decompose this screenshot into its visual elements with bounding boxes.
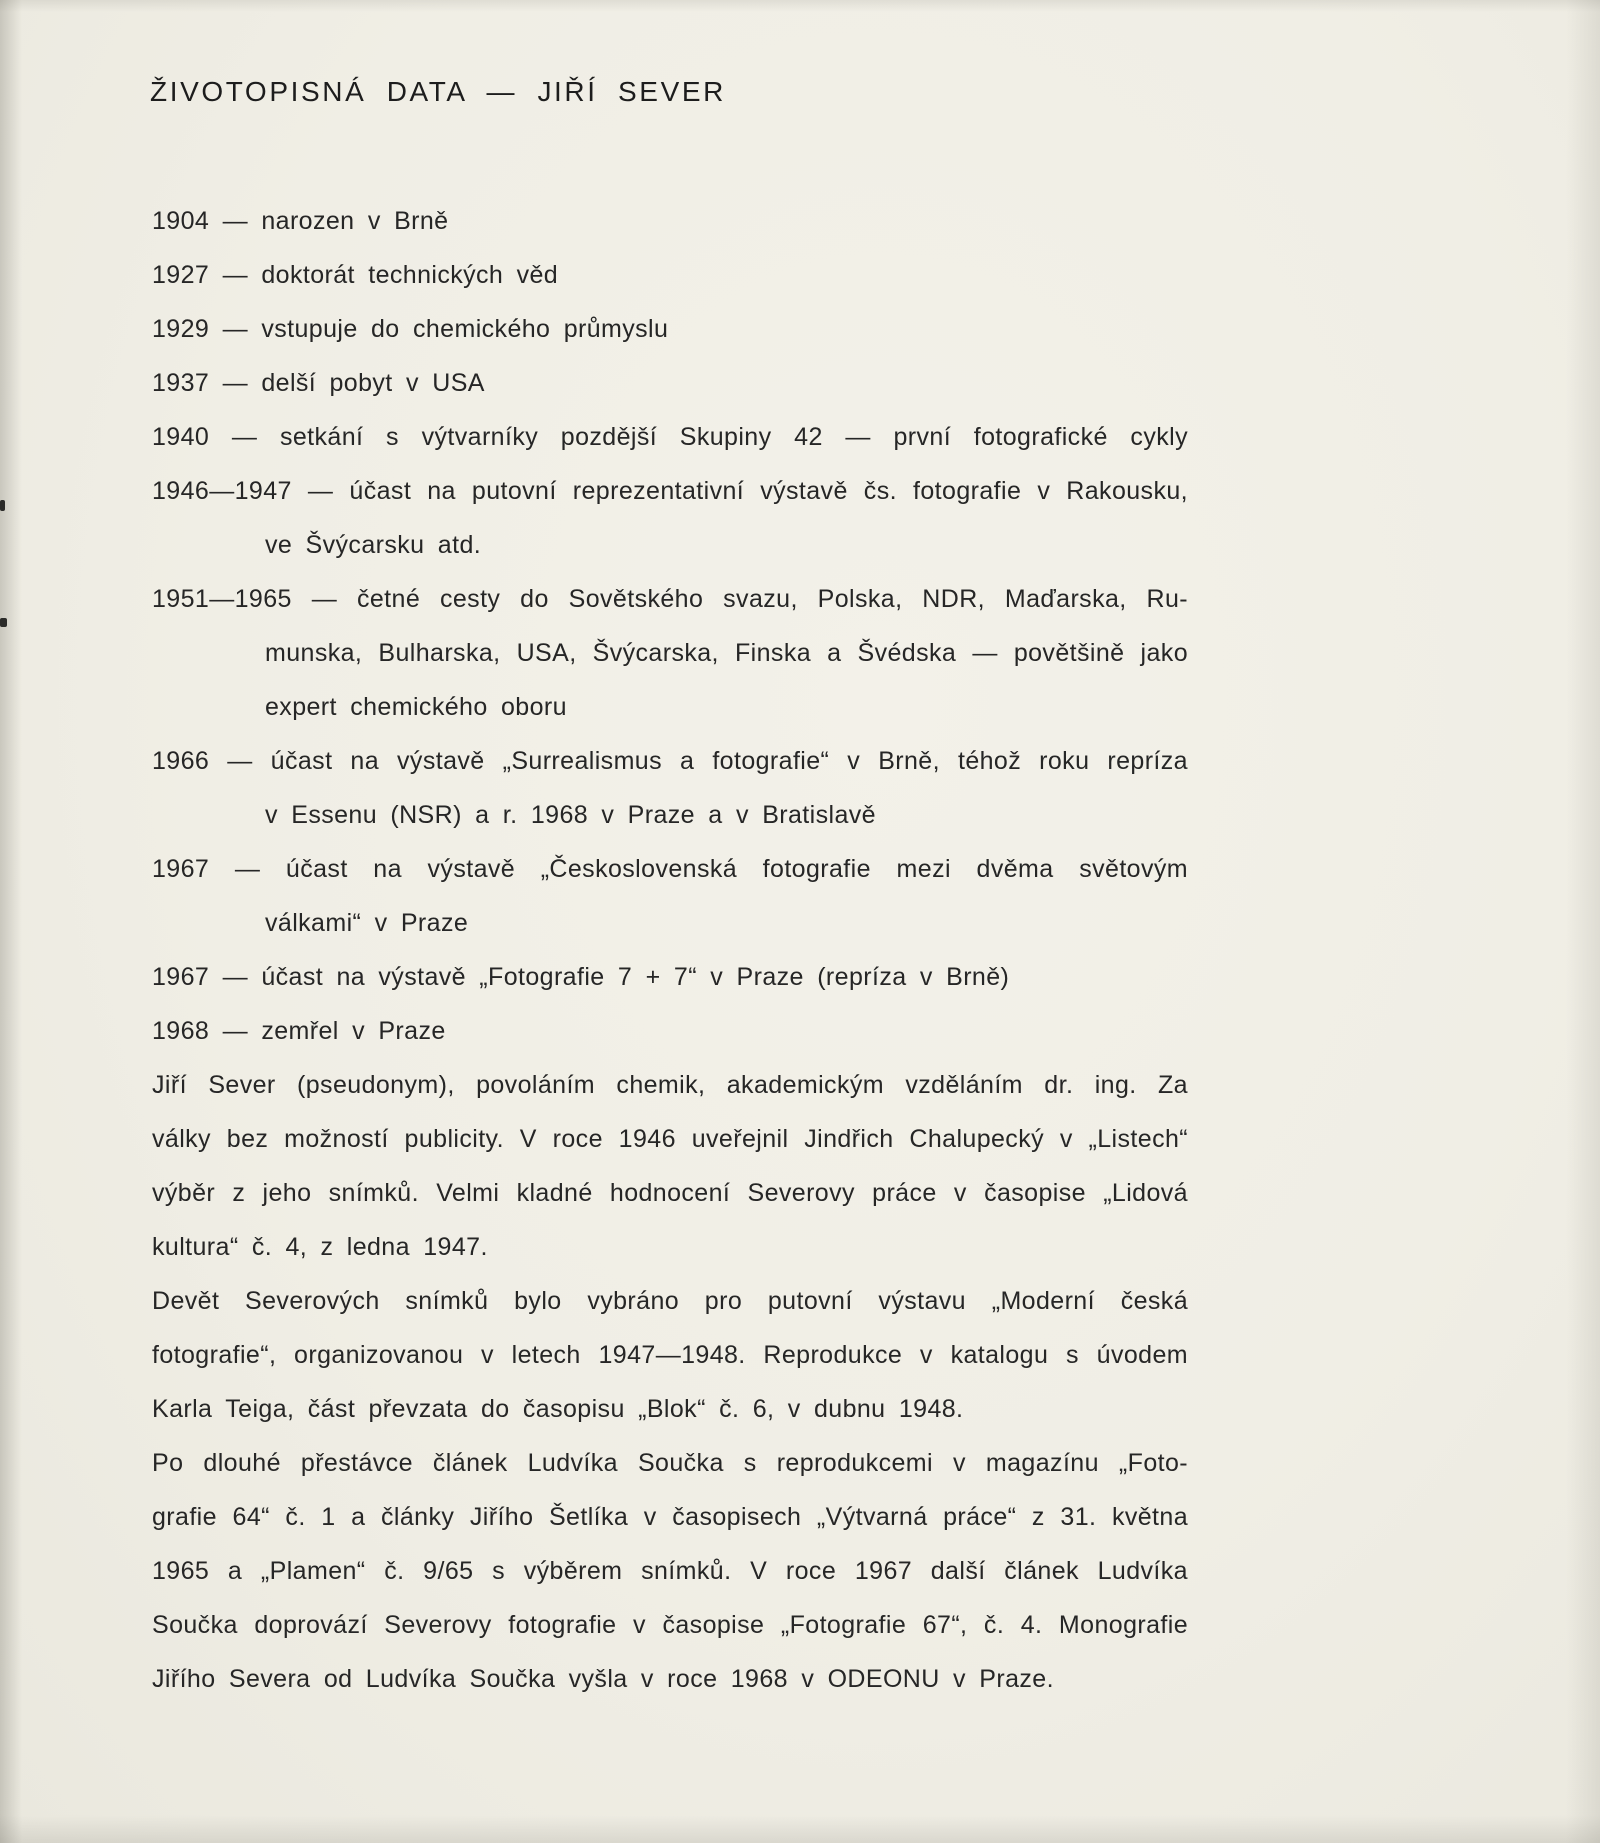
timeline-entry-continuation: válkami“ v Praze — [265, 909, 469, 937]
timeline-entry — [152, 572, 1188, 626]
entry-text: účast na putovní reprezentativní výstavě čs. fotografie v Rakousku, — [349, 477, 1188, 505]
entry-year: 1929 — [152, 315, 210, 343]
entry-year: 1951—1965 — [152, 585, 292, 613]
paragraph-line: výběr z jeho snímků. Velmi kladné hodnocení Severovy práce v časopise „Lidová — [152, 1179, 1188, 1207]
entry-text: četné cesty do Sovětského svazu, Polska, NDR, Maďarska, Ru- — [356, 585, 1188, 613]
timeline-entry — [152, 734, 1188, 788]
ink-speck — [0, 618, 7, 627]
timeline-entry — [152, 1004, 1188, 1058]
timeline-entry-continuation: munska, Bulharska, USA, Švýcarska, Finska a Švédska — povětšině jako — [265, 639, 1188, 667]
timeline-entry-continuation: v Essenu (NSR) a r. 1968 v Praze a v Bratislavě — [265, 801, 876, 829]
entry-dash: — — [311, 585, 338, 613]
page-edge-shadow-top — [0, 0, 1600, 12]
page-edge-shadow-left — [0, 0, 22, 1843]
entry-dash: — — [307, 477, 334, 505]
entry-text: narozen v Brně — [261, 207, 449, 235]
timeline-entry — [152, 410, 1188, 464]
paragraph — [152, 1274, 1188, 1436]
paragraph-line: Devět Severových snímků bylo vybráno pro putovní výstavu „Moderní česká — [152, 1287, 1188, 1315]
paragraph-line: kultura“ č. 4, z ledna 1947. — [152, 1233, 488, 1261]
timeline-entry — [152, 950, 1188, 1004]
entry-year: 1937 — [152, 369, 210, 397]
paragraph-line: války bez možností publicity. V roce 1946 uveřejnil Jindřich Chalupecký v „Listech“ — [152, 1125, 1188, 1153]
paragraph-line: Po dlouhé přestávce článek Ludvíka Součka s reprodukcemi v magazínu „Foto- — [152, 1449, 1188, 1477]
paragraph — [152, 1436, 1188, 1706]
paragraph-line: grafie 64“ č. 1 a články Jiřího Šetlíka v časopisech „Výtvarná práce“ z 31. května — [152, 1503, 1188, 1531]
timeline — [152, 194, 1188, 1058]
entry-text: účast na výstavě „Československá fotografie mezi dvěma světovým — [285, 855, 1188, 883]
entry-year: 1904 — [152, 207, 210, 235]
timeline-entry — [152, 302, 1188, 356]
timeline-entry-continuation: ve Švýcarsku atd. — [265, 531, 482, 559]
timeline-entry — [152, 248, 1188, 302]
timeline-entry — [152, 356, 1188, 410]
entry-dash: — — [231, 423, 258, 451]
entry-dash: — — [227, 747, 253, 775]
entry-dash: — — [222, 207, 248, 235]
timeline-entry-continuation: expert chemického oboru — [265, 693, 567, 721]
page-edge-shadow-bottom — [0, 1815, 1600, 1843]
timeline-entry — [152, 842, 1188, 896]
entry-dash: — — [222, 261, 248, 289]
entry-year: 1968 — [152, 1017, 210, 1045]
entry-text: delší pobyt v USA — [261, 369, 485, 397]
paragraph-line: Jiří Sever (pseudonym), povoláním chemik, akademickým vzděláním dr. ing. Za — [152, 1071, 1188, 1099]
page-title: ŽIVOTOPISNÁ DATA — JIŘÍ SEVER — [150, 76, 726, 107]
timeline-entry — [152, 464, 1188, 518]
paragraph-line: 1965 a „Plamen“ č. 9/65 s výběrem snímků. V roce 1967 další článek Ludvíka — [152, 1557, 1188, 1585]
paragraph-line: Součka doprovází Severovy fotografie v časopise „Fotografie 67“, č. 4. Monografie — [152, 1611, 1188, 1639]
entry-year: 1940 — [152, 423, 210, 451]
entry-year: 1966 — [152, 747, 210, 775]
entry-dash: — — [234, 855, 261, 883]
paragraph-line: Karla Teiga, část převzata do časopisu „Blok“ č. 6, v dubnu 1948. — [152, 1395, 964, 1423]
entry-year: 1967 — [152, 855, 210, 883]
paragraph — [152, 1058, 1188, 1274]
entry-text: setkání s výtvarníky pozdější Skupiny 42 — první fotografické cykly — [279, 423, 1188, 451]
biography-content — [152, 194, 1188, 1706]
entry-text: doktorát technických věd — [261, 261, 559, 289]
entry-dash: — — [222, 1017, 248, 1045]
entry-text: účast na výstavě „Fotografie 7 + 7“ v Praze (repríza v Brně) — [261, 963, 1010, 991]
entry-year: 1967 — [152, 963, 210, 991]
entry-text: účast na výstavě „Surrealismus a fotografie“ v Brně, téhož roku repríza — [270, 747, 1188, 775]
paragraph-line: fotografie“, organizovanou v letech 1947—1948. Reprodukce v katalogu s úvodem — [152, 1341, 1188, 1369]
entry-text: vstupuje do chemického průmyslu — [261, 315, 669, 343]
timeline-entry — [152, 194, 1188, 248]
entry-year: 1946—1947 — [152, 477, 292, 505]
entry-text: zemřel v Praze — [261, 1017, 446, 1045]
entry-dash: — — [222, 369, 248, 397]
ink-speck — [0, 500, 5, 511]
entry-dash: — — [222, 315, 248, 343]
paragraph-line: Jiřího Severa od Ludvíka Součka vyšla v roce 1968 v ODEONU v Praze. — [152, 1665, 1054, 1693]
entry-dash: — — [222, 963, 248, 991]
entry-year: 1927 — [152, 261, 210, 289]
page-edge-shadow-right — [1566, 0, 1600, 1843]
